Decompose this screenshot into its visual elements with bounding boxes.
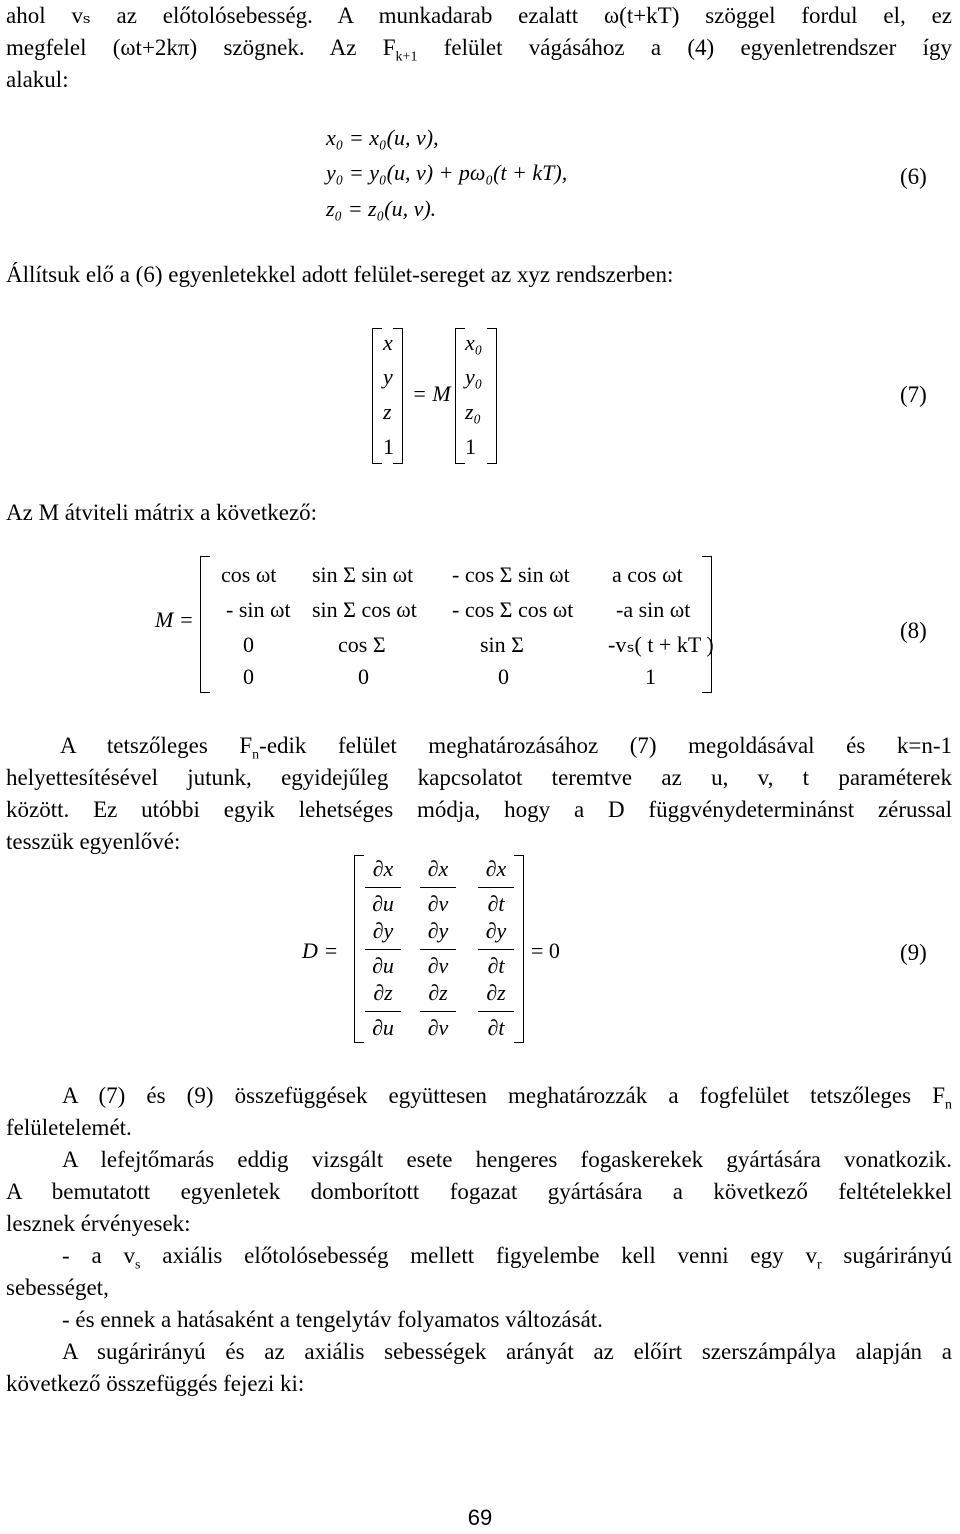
eq7-right-2: z₀ — [465, 399, 482, 424]
para5-line-4: A bemutatott egyenletek domborított fogazat gyártására a következő feltételekkel — [6, 1179, 952, 1204]
eq8-r2-c2: sin Σ — [480, 632, 524, 657]
eq8-bracket-open — [200, 556, 210, 693]
eq9-r1-c0: ∂y ∂u — [365, 918, 401, 981]
para5-line-8: - és ennek a hatásaként a tengelytáv folyamatos változását. — [62, 1307, 603, 1332]
eq7-left-0: x — [383, 330, 393, 355]
eq7-right-bracket-open — [455, 328, 465, 464]
eq8-r1-c2: - cos Σ cos ωt — [452, 597, 574, 622]
para5-line-5: lesznek érvényesek: — [6, 1211, 191, 1236]
eq9-r1-c2: ∂y ∂t — [478, 918, 514, 981]
para5-line-2: felületelemét. — [6, 1115, 132, 1140]
eq9-r0-c2: ∂x ∂t — [478, 856, 514, 919]
para4-line-2: helyettesítésével jutunk, egyidejűleg kapcsolatot teremtve az u, v, t paraméterek — [6, 765, 952, 790]
intro-line-2: megfelel (ωt+2kπ) szögnek. Az $F_{k+1}$ felület vágásához a (4) egyenletrendszer így — [6, 35, 952, 65]
eq7-left-3: 1 — [383, 434, 394, 459]
eq7-left-bracket-close — [393, 328, 403, 464]
para4-line-4: tesszük egyenlővé: — [6, 829, 181, 854]
eq8-r2-c3: -vₛ( t + kT ) — [608, 632, 714, 657]
para5-line-9: A sugárirányú és az axiális sebességek arányát az előírt szerszámpálya alapján a — [62, 1339, 952, 1364]
eq9-bracket-close — [514, 855, 524, 1043]
eq7-right-1: y₀ — [465, 364, 483, 389]
eq9-r1-c1: ∂y ∂v — [420, 918, 456, 981]
eq7-left-2: z — [383, 399, 392, 424]
paragraph-4 — [6, 730, 952, 858]
eq7-right-3: 1 — [465, 434, 476, 459]
eq8-r0-c1: sin Σ sin ωt — [312, 562, 414, 587]
eq8-r0-c3: a cos ωt — [612, 562, 683, 587]
eq8-r1-c3: -a sin ωt — [616, 597, 691, 622]
page-number: 69 — [467, 1505, 493, 1530]
eq9-r2-c0: ∂z ∂u — [365, 980, 401, 1043]
eq9-r0-c1: ∂x ∂v — [420, 856, 456, 919]
paragraph-2: Állítsuk elő a (6) egyenletekkel adott felület-sereget az xyz rendszerben: — [6, 262, 674, 287]
eq8-lhs: M = — [155, 607, 194, 632]
eq9-lhs: D = — [302, 938, 339, 963]
eq8-r3-c2: 0 — [498, 664, 509, 689]
para5-line-6: - a $v_s$ axiális előtolósebesség mellett figyelembe kell venni egy $v_r$ sugárirányú — [62, 1243, 953, 1273]
eq9-r2-c1: ∂z ∂v — [420, 980, 456, 1043]
eq9-rhs: = 0 — [531, 938, 560, 963]
eq6-number: (6) — [900, 164, 927, 189]
para5-line-7: sebességet, — [6, 1275, 109, 1300]
eq6-row-2: y₀ = y₀(u, v) + pω₀(t + kT), — [326, 160, 568, 185]
para4-line-3: között. Ez utóbbi egyik lehetséges módja, hogy a D függvénydeterminánst zérussal — [6, 797, 952, 822]
eq7-number: (7) — [900, 382, 927, 407]
eq8-r2-c1: cos Σ — [338, 632, 386, 657]
para5-line-3: A lefejtőmarás eddig vizsgált esete hengeres fogaskerekek gyártására vonatkozik. — [62, 1147, 952, 1172]
eq8-number: (8) — [900, 618, 927, 643]
eq8-r0-c0: cos ωt — [221, 562, 277, 587]
paragraph-5 — [6, 1080, 952, 1400]
para4-line-1: A tetszőleges $F_n$-edik felület meghatározásához (7) megoldásával és k=n-1 — [60, 733, 952, 763]
intro-line-3: alakul: — [6, 67, 69, 92]
eq8-r3-c0: 0 — [243, 664, 254, 689]
para5-line-10: következő összefüggés fejezi ki: — [6, 1371, 305, 1396]
eq8-r1-c0: - sin ωt — [226, 597, 291, 622]
intro-paragraph — [6, 0, 952, 96]
eq8-r2-c0: 0 — [243, 632, 254, 657]
eq8-r3-c1: 0 — [358, 664, 369, 689]
eq9-r0-c0: ∂x ∂u — [365, 856, 401, 919]
eq7-left-1: y — [383, 364, 393, 389]
intro-line-1: ahol vₛ az előtolósebesség. A munkadarab ezalatt ω(t+kT) szöggel fordul el, ez — [6, 3, 952, 28]
paragraph-3: Az M átviteli mátrix a következő: — [6, 500, 318, 525]
eq7-mid: = M — [412, 381, 451, 406]
para5-line-1: A (7) és (9) összefüggések együttesen meghatározzák a fogfelület tetszőleges $F_n$ — [62, 1083, 952, 1113]
eq8-bracket-close — [702, 556, 712, 693]
eq9-r2-c2: ∂z ∂t — [478, 980, 514, 1043]
eq7-right-0: x₀ — [465, 330, 483, 355]
eq9-number: (9) — [900, 940, 927, 965]
eq7-right-bracket-close — [487, 328, 497, 464]
eq9-bracket-open — [354, 855, 364, 1043]
eq6-row-3: z₀ = z₀(u, v). — [326, 196, 437, 221]
eq8-r0-c2: - cos Σ sin ωt — [452, 562, 570, 587]
eq6-row-1: x₀ = x₀(u, v), — [326, 125, 439, 150]
eq8-r1-c1: sin Σ cos ωt — [312, 597, 417, 622]
eq7-left-bracket-open — [372, 328, 382, 464]
eq8-r3-c3: 1 — [645, 664, 656, 689]
